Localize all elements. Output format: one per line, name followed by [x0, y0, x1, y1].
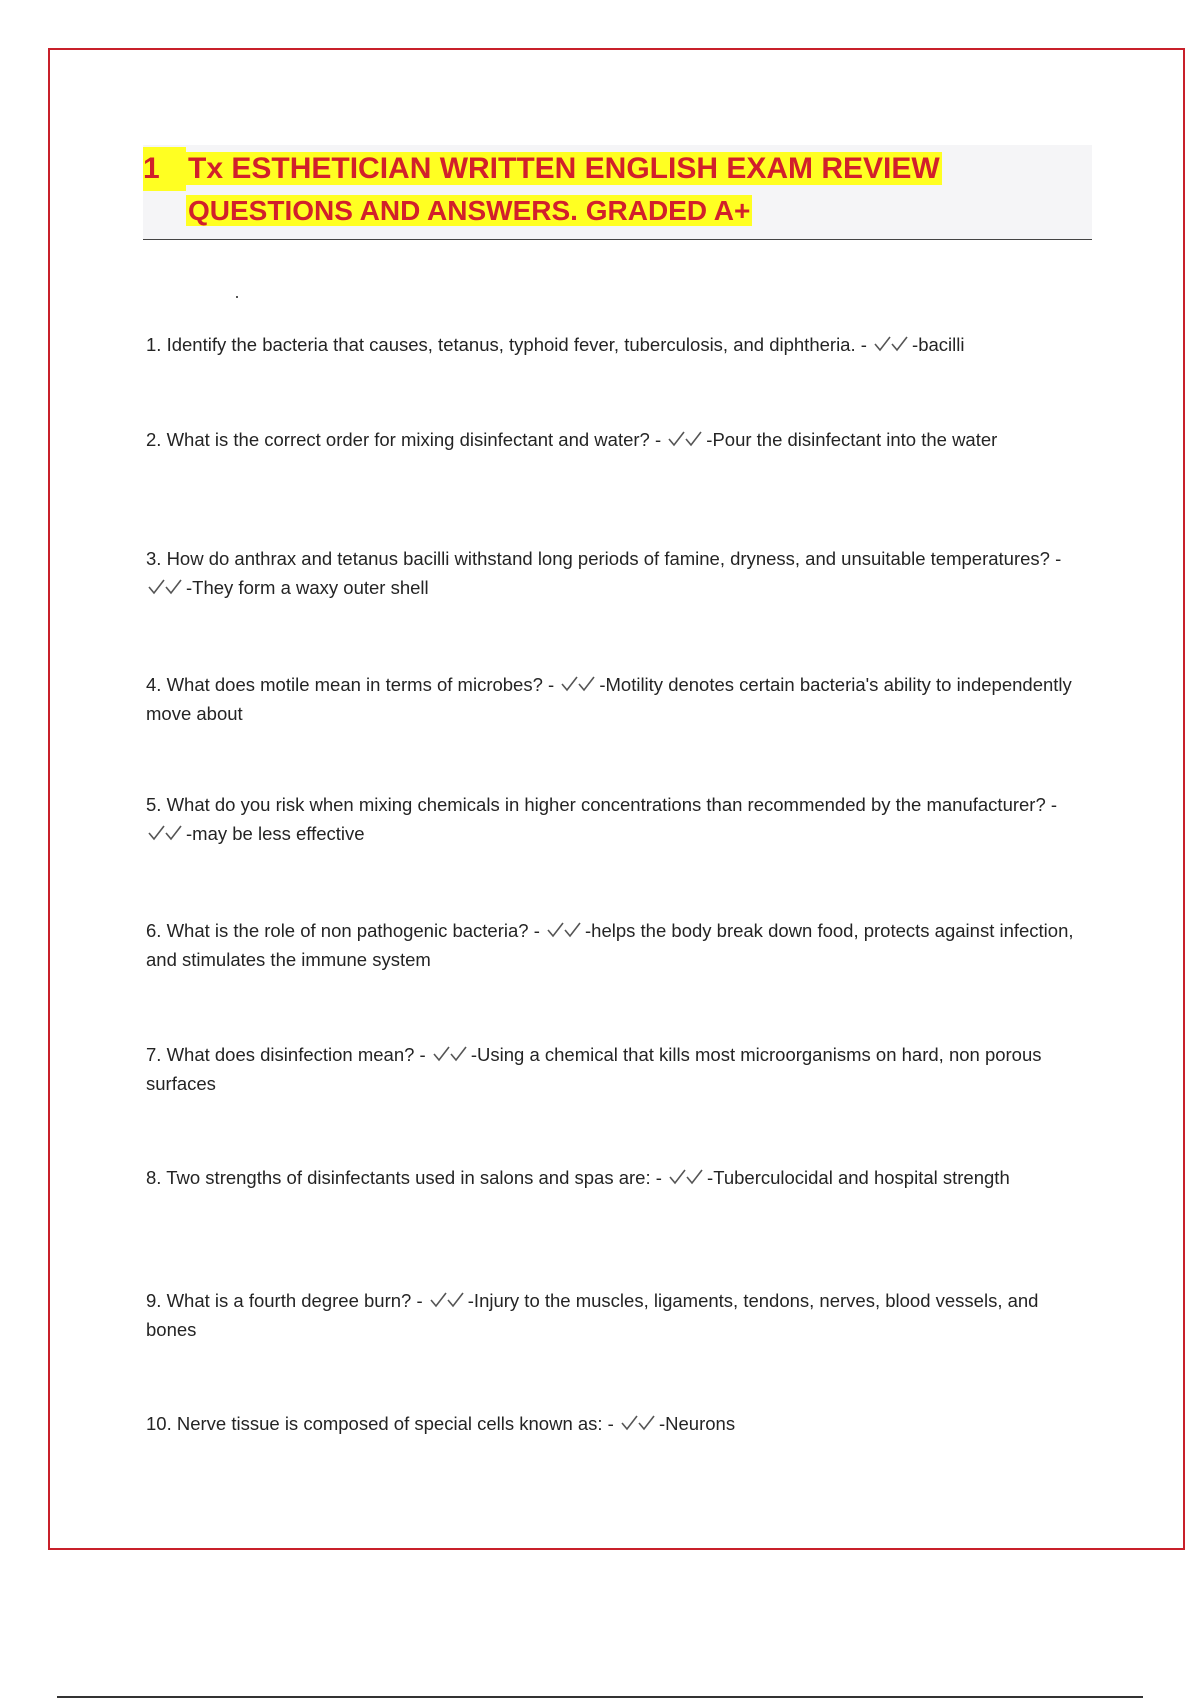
- qa-item: [146, 425, 1092, 454]
- question-text: 9. What is a fourth degree burn? -: [146, 1290, 423, 1311]
- answer-text: -Motility denotes certain bacteria's ability to independently move about: [146, 674, 1072, 724]
- question-text: 8. Two strengths of disinfectants used in salons and spas are: -: [146, 1167, 662, 1188]
- qa-item: [146, 670, 1092, 728]
- qa-item: [146, 916, 1092, 974]
- title-number: 1: [143, 147, 186, 191]
- question-text: 2. What is the correct order for mixing disinfectant and water? -: [146, 429, 662, 450]
- stray-dot: [236, 296, 238, 298]
- title-text-line-2: QUESTIONS AND ANSWERS. GRADED A+: [188, 195, 751, 226]
- answer-text: -Using a chemical that kills most microorganisms on hard, non porous surfaces: [146, 1044, 1042, 1094]
- qa-item: [146, 544, 1092, 602]
- question-text: 1. Identify the bacteria that causes, tetanus, typhoid fever, tuberculosis, and diphtheria. -: [146, 334, 867, 355]
- answer-text: -Pour the disinfectant into the water: [706, 429, 998, 450]
- qa-item: [146, 1286, 1092, 1344]
- document-title: [143, 145, 1092, 240]
- double-check-icon: [147, 578, 185, 596]
- double-check-icon: [668, 1168, 706, 1186]
- qa-item: [146, 1409, 1092, 1438]
- question-text: 5. What do you risk when mixing chemicals in higher concentrations than recommended by the manufacturer? -: [146, 794, 1058, 815]
- title-text-line-1: Tx ESTHETICIAN WRITTEN ENGLISH EXAM REVIEW: [188, 152, 940, 185]
- question-text: 4. What does motile mean in terms of microbes? -: [146, 674, 555, 695]
- double-check-icon: [432, 1045, 470, 1063]
- answer-text: -bacilli: [912, 334, 965, 355]
- answer-text: -Tuberculocidal and hospital strength: [707, 1167, 1010, 1188]
- question-text: 10. Nerve tissue is composed of special cells known as: -: [146, 1413, 614, 1434]
- answer-text: -Injury to the muscles, ligaments, tendons, nerves, blood vessels, and bones: [146, 1290, 1039, 1340]
- answer-text: -may be less effective: [186, 823, 365, 844]
- bottom-rule: [57, 1696, 1143, 1698]
- double-check-icon: [620, 1414, 658, 1432]
- double-check-icon: [147, 824, 185, 842]
- double-check-icon: [560, 675, 598, 693]
- double-check-icon: [873, 335, 911, 353]
- answer-text: -helps the body break down food, protects against infection, and stimulates the immune system: [146, 920, 1074, 970]
- double-check-icon: [546, 921, 584, 939]
- title-line-1: [143, 147, 942, 191]
- question-text: 7. What does disinfection mean? -: [146, 1044, 426, 1065]
- qa-item: [146, 790, 1092, 848]
- question-text: 3. How do anthrax and tetanus bacilli withstand long periods of famine, dryness, and unsuitable temperatures? -: [146, 548, 1062, 569]
- qa-item: [146, 1163, 1092, 1192]
- qa-item: [146, 1040, 1092, 1098]
- double-check-icon: [667, 430, 705, 448]
- question-text: 6. What is the role of non pathogenic bacteria? -: [146, 920, 540, 941]
- qa-item: [146, 330, 1092, 359]
- double-check-icon: [429, 1291, 467, 1309]
- answer-text: -They form a waxy outer shell: [186, 577, 429, 598]
- answer-text: -Neurons: [659, 1413, 736, 1434]
- title-line-2: [186, 189, 752, 233]
